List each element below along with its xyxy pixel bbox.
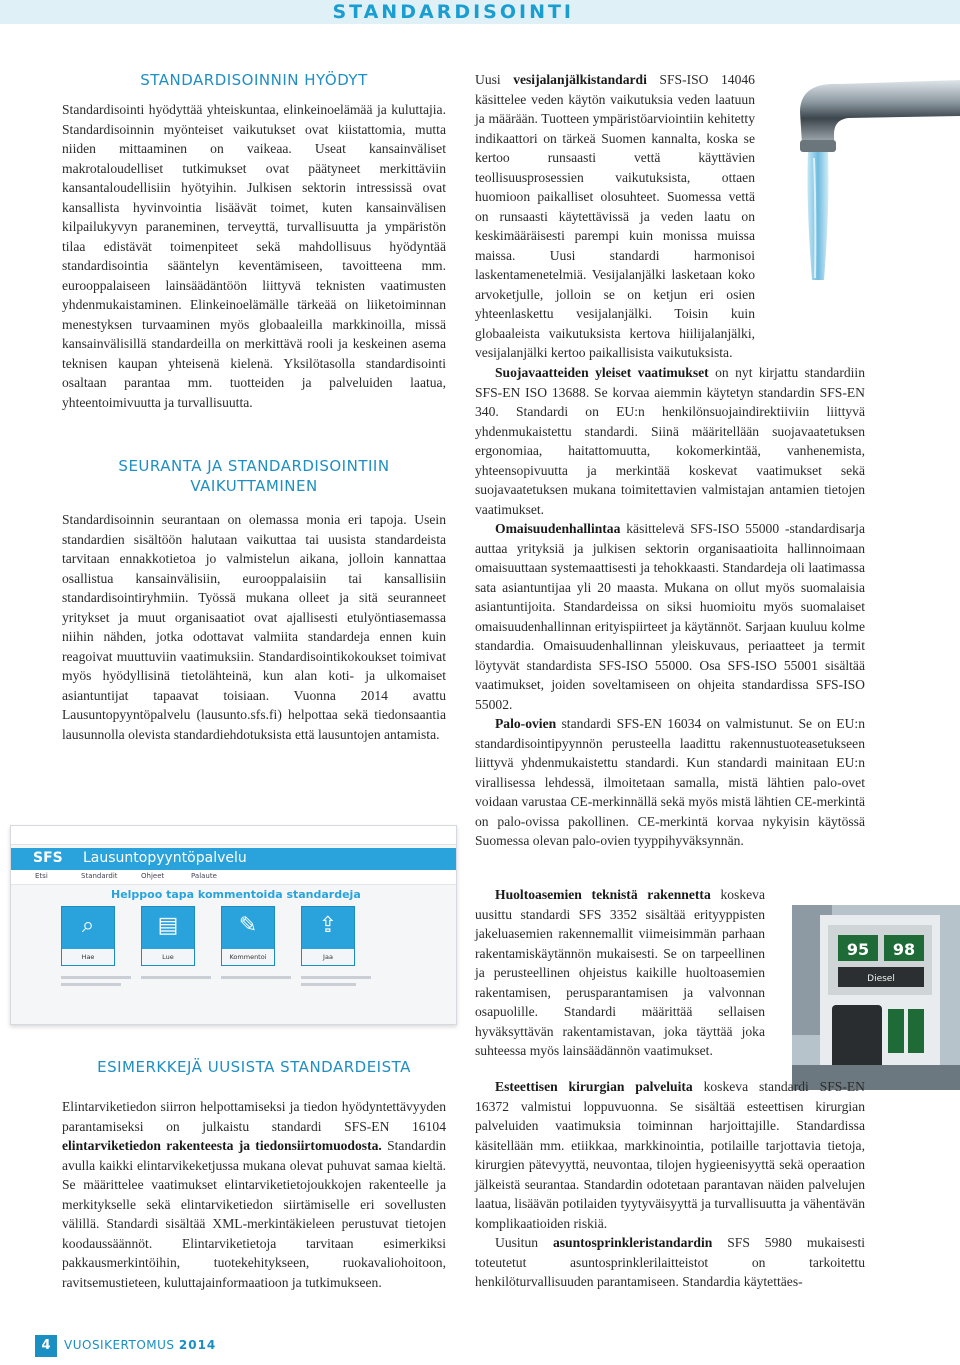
screenshot-nav-item: Ohjeet xyxy=(141,872,165,880)
body-bold: Esteettisen kirurgian palveluita xyxy=(495,1079,693,1094)
share-icon: ⇪ xyxy=(318,913,338,938)
body-text: standardi SFS-EN 16034 on valmistunut. Se on EU:n standardisointipyynnön perusteella laadittu rakennustuoteasetukseen liittyvä yhdenmukaistettu standardi. Kun standardi mainitaan EU:n virallisessa lehdessä, ilmoitetaan samalla, mistä lähtien palo-ovet voidaan varustaa CE-merkinnällä sekä myös mistä lähtien CE-merkintä on palo-ovissa pakollinen. CE-merkintä korvaa nykyisin käytössä Suomessa olevan palo-ovien tyyppihyväksynnän. xyxy=(475,716,865,848)
heading-benefits: STANDARDISOINNIN HYÖDYT xyxy=(140,71,368,89)
examples-text: Standardin avulla kaikki elintarvikeketjussa mukana olevat puhuvat samaa kieltä. Se määrittelee vaatimukset elintarviketietojoukkojen rakenteelle ja merkitykselle sekä elintarviketiedon siirtämiselle eri sovellusten välillä. Standardi sisältää XML-merkintäkieleen perustuvat tietojen koodaussäännöt. Elintarviketietoja tarvitaan esimerkiksi pakkausmerkintöihin, tuotekehitykseen, ruokavaliohoitoon, ravitsemustieteen, kuluttajainformaatioon ja tutkimukseen. xyxy=(62,1138,446,1290)
sprinkler-paragraph xyxy=(475,1233,865,1292)
left-column xyxy=(62,70,446,744)
right-column-lower xyxy=(475,363,865,851)
benefits-paragraph: Standardisointi hyödyttää yhteiskuntaa, elinkeinoelämää ja kuluttajia. Standardisoinnin myönteiset vaikutukset ovat kiistattomia, mutta niiden mittaaminen on vaikeaa. Useat kansainväliset makrotaloudelliset tutkimukset ovat päätyneet merkittäviin kansantaloudellisiin hyötyihin. Julkisen sektorin intressissä ovat kansallista hyvinvointia lisäävät toimet, kuten kansainvälisen kilpailukyvyn paraneminen, terveyttä, turvallisuutta ja ympäristön tilaa edistävät toimenpiteet sekä mahdollisuus hyödyntää standardisointia sääntelyn keventämiseen, tavoitteena mm. eurooppalaiseen lainsäädäntöön liittyvä teknisten vaatimusten yhdenmukaistaminen. Elinkeinoelämälle tärkeää on liiketoiminnan menestyksen turvaaminen myös globaaleilla markkinoilla, missä kansainvälisillä standardeilla on merkittävä rooli ja keskeinen asema teknisen kaupan yhteisenä kielenä. Yksilötasolla standardisointi osaltaan parantaa mm. tuotteiden ja palveluiden laatua, yhteentoimivuutta ja turvallisuutta. xyxy=(62,102,446,410)
screenshot-text-line xyxy=(141,976,211,979)
heading-monitoring-line1: SEURANTA JA STANDARDISOINTIIN xyxy=(118,457,390,475)
examples-paragraph xyxy=(62,1097,446,1292)
body-text: Uusi xyxy=(475,72,514,87)
water-footprint-paragraph xyxy=(475,70,755,363)
screenshot-topbar xyxy=(11,826,456,845)
right-column-service-station xyxy=(475,885,765,1061)
screenshot-text-line xyxy=(301,976,371,979)
fuel-pump-photo xyxy=(792,905,960,1090)
service-station-paragraph xyxy=(475,885,765,1061)
card-label: Kommentoi xyxy=(222,949,274,965)
body-text: koskeva standardi SFS-EN 16372 valmistui loppuvuonna. Se sisältää esteettisen kirurgian palveluiden vaatimuksia toiminnan harjoittajille. Standardissa käsitellään mm. etiikkaa, markkinointia, potilaille tarjottavia tietoja, kirurgien pätevyyttä, neuvontaa, tilojen hygieenisyyttä sekä operaation jälkeistä seurantaa. Standardin odotetaan parantavan näiden palvelujen laatua, lisäävän potilaiden tyytyväisyyttä ja turvallisuutta ja vähentävän komplikaatioiden riskiä. xyxy=(475,1079,865,1231)
card-label: Lue xyxy=(142,949,194,965)
sfs-logo: SFS xyxy=(33,850,63,866)
body-text: Uusitun xyxy=(495,1235,553,1250)
section-title: STANDARDISOINTI xyxy=(332,1,574,23)
aesthetic-surgery-paragraph xyxy=(475,1077,865,1233)
screenshot-card xyxy=(221,906,275,966)
screenshot-hello: Helppoo tapa kommentoida standardeja xyxy=(111,888,361,901)
body-text: on nyt kirjattu standardiin SFS-EN ISO 13688. Se korvaa aiemmin käytetyn standardin SFS-EN 340. Standardi on EU:n henkilönsuojaindirektiiviin liittyvä yhdenmukaistettu standardi. Siinä määritellään suojavaatetuksen ergonomiaa, haitattomuutta, kokomerkintää, vanhenemista, yhteensopivuutta ja merkintää koskevat vaatimukset sekä suojavaatetuksen mukana toimitettavien valmistajan antamien tietojen vaatimukset. xyxy=(475,365,865,517)
right-column xyxy=(475,70,865,363)
screenshot-nav-item: Palaute xyxy=(191,872,217,880)
card-label: Jaa xyxy=(302,949,354,965)
protective-clothing-paragraph xyxy=(475,363,865,519)
body-bold: vesijalanjälkistandardi xyxy=(513,72,647,87)
document-icon: ▤ xyxy=(157,913,179,938)
screenshot-card xyxy=(141,906,195,966)
monitoring-paragraph: Standardisoinnin seurantaan on olemassa monia eri tapoja. Usein standardien sisältöön halutaan vaikuttaa tai uusista standardeista tarvitaan ennakkotietoa jo valmistelun aikana, jolloin kannattaa osallistua kansainvälisiin, eurooppalaisiin tai kansallisiin standardisointiryhmiin. Työssä mukana olleet ja sitä seuranneet yritykset ja muut organisaatiot ovat ajallisesti etulyöntiasemassa niihin nähden, jotka odottavat valmiita standardeja ennen kuin reagoivat muuttuviin vaatimuksiin. Standardisointikokoukset toimivat myös hyödyllisinä tietolähteinä, kun alan koti- ja ulkomaiset asiantuntijat tapaavat toisiaan. Vuonna 2014 avattu Lausuntopyyntöpalvelu (lausunto.sfs.fi) helpottaa sekä tiedonsaantia lausunnolla olevista standardiehdotuksista että lausuntojen antamista. xyxy=(62,512,446,742)
search-icon: ⌕ xyxy=(81,913,95,938)
examples-bold: elintarviketiedon rakenteesta ja tiedonsiirtomuodosta. xyxy=(62,1138,382,1153)
fuel-pump-illustration xyxy=(792,905,960,1090)
body-bold: Palo-ovien xyxy=(495,716,557,731)
body-text: käsittelevä SFS-ISO 55000 -standardisarja auttaa yrityksiä ja julkisen sektorin organisaatioita hallinnoimaan omaisuuttaan systemaattisesti ja tehokkaasti. Standardeja oli laatimassa sata asiantuntijaa yli 20 maasta. Mukana on ollut myös suomalaisia asiantuntijoita. Standardeissa on siksi huomioitu myös suomalaiset omaisuudenhallinnan erityispiirteet ja käytännöt. Sarjaan kuuluu kolme standardia. Omaisuudenhallinnan yleiskuvaus, periaatteet ja termit löytyvät standardista SFS-ISO 55000. Osa SFS-ISO 55001 sisältää vaatimukset, joiden soveltamiseen on ohjeita standardissa SFS-ISO 55002. xyxy=(475,521,865,712)
screenshot-nav xyxy=(11,870,456,885)
body-text: SFS 5980 mukaisesti toteutetut asuntosprinklerilaitteistot on tarkoitettu henkilöturvallisuuden parantamiseen. Standardia käytettäes- xyxy=(475,1235,865,1289)
price-98: 98 xyxy=(892,940,916,959)
screenshot-text-line xyxy=(301,983,356,986)
screenshot-text-line xyxy=(221,976,291,979)
page-number: 4 xyxy=(35,1335,57,1357)
examples-section xyxy=(62,1057,446,1292)
heading-examples: ESIMERKKEJÄ UUSISTA STANDARDEISTA xyxy=(97,1058,411,1076)
card-label: Hae xyxy=(62,949,114,965)
screenshot-nav-item: Etsi xyxy=(35,872,48,880)
screenshot-card xyxy=(61,906,115,966)
screenshot-text-line xyxy=(61,976,131,979)
body-bold: Omaisuudenhallintaa xyxy=(495,521,621,536)
asset-management-paragraph xyxy=(475,519,865,714)
body-bold: Suojavaatteiden yleiset vaatimukset xyxy=(495,365,709,380)
examples-text: Elintarviketiedon siirron helpottamiseksi ja tiedon hyödyntettävyyden parantamiseksi on julkaistu standardi SFS-EN 16104 xyxy=(62,1099,446,1134)
lausunto-service-screenshot xyxy=(10,825,457,1025)
comment-icon: ✎ xyxy=(238,913,258,938)
screenshot-nav-item: Standardit xyxy=(81,872,118,880)
body-text: SFS-ISO 14046 käsittelee veden käytön vaikutuksia veden laatuun ja määrään. Tuotteen ympäristöarviointiin kehitetty indikaattori on tärkeä Suomen kannalta, koska se kertoo runsaasti vettä käyttävien teollisuusprosessien vaikutuksista, ottaen huomioon paikalliset olosuhteet. Suomessa vettä on runsaasti käytettävissä ja veden laatu on keskimääräisesti parempi kuin monissa muissa maissa. Uusi standardi harmonisoi laskentamenetelmiä. Vesijalanjälki lasketaan koko arvoketjulle, jolloin se on ketjun eri osien yhteenlaskettu vesijalanjälki. Toisin kuin globaaleista vaikutuksista kertova hiilijalanjälki, vesijalanjälki kertoo paikallisista vaikutuksista. xyxy=(475,72,755,360)
footer-year: 2014 xyxy=(178,1338,217,1352)
footer-report-name: VUOSIKERTOMUS xyxy=(64,1338,175,1352)
page-header xyxy=(0,0,960,24)
screenshot-text-line xyxy=(61,983,121,986)
footer-label xyxy=(64,1338,216,1352)
price-95: 95 xyxy=(846,940,870,959)
body-text: koskeva uusittu standardi SFS 3352 sisältää erityyppisten jakeluasemien rakennemallit viimeisimmän parhaan rakentamiskäytännön mukaisesti. Se on tarpeellinen ja perusteellinen ohjeistus kaikille huoltoasemien rakentamisen, perusparantamisen ja valvonnan osapuolille. Standardi määrittää sellaisen hyväksyttävän rakentamistavan, joka täyttää joka suhteessa myös lainsäädännön vaatimukset. xyxy=(475,887,765,1058)
fire-doors-paragraph xyxy=(475,714,865,851)
body-bold: Huoltoasemien teknistä rakennetta xyxy=(495,887,711,902)
body-bold: asuntosprinkleristandardin xyxy=(552,1235,713,1250)
heading-monitoring xyxy=(62,456,446,496)
heading-monitoring-line2: VAIKUTTAMINEN xyxy=(190,477,318,495)
diesel-label: Diesel xyxy=(867,974,895,984)
screenshot-card xyxy=(301,906,355,966)
right-column-bottom xyxy=(475,1077,865,1292)
screenshot-banner-title: Lausuntopyyntöpalvelu xyxy=(83,850,247,866)
